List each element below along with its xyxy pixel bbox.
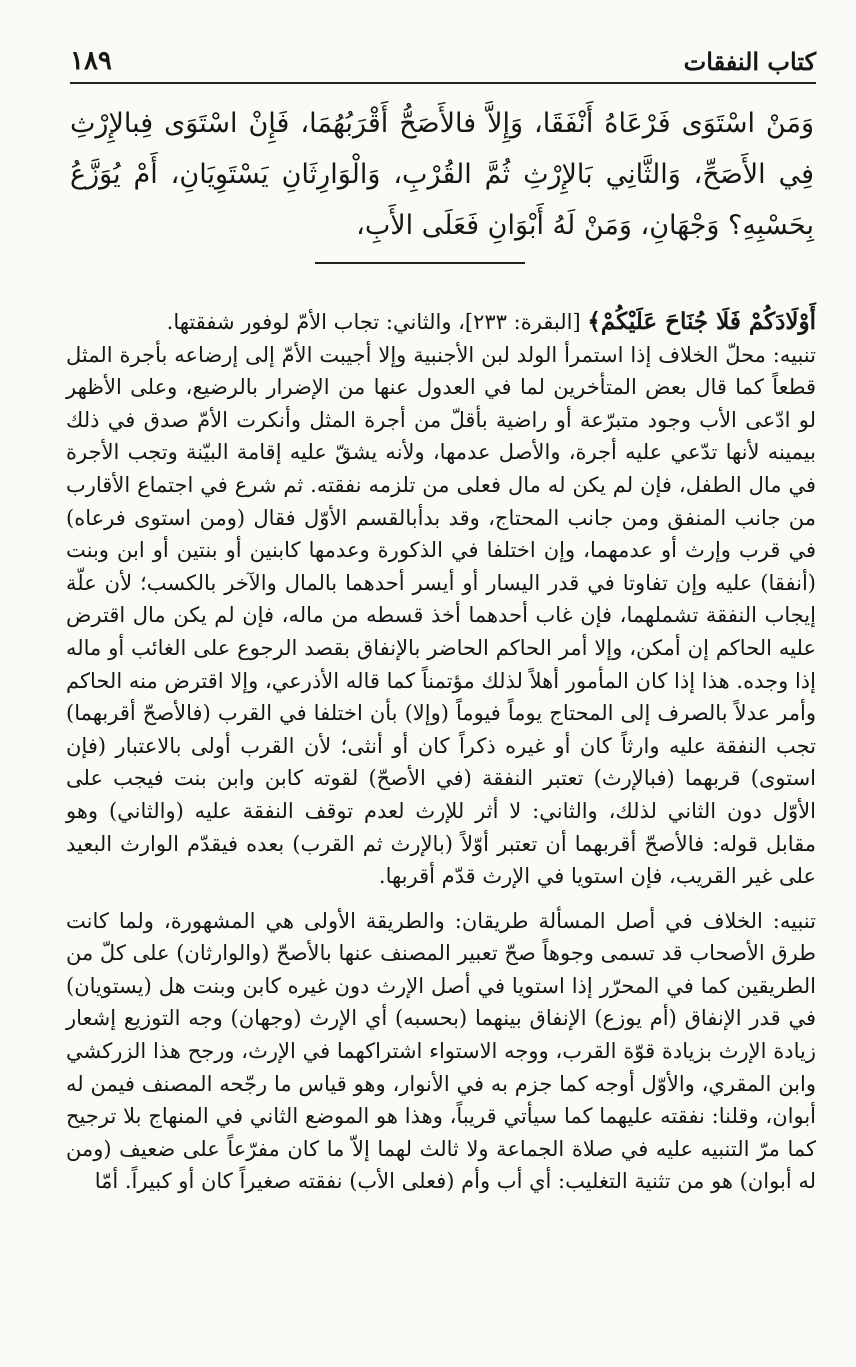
matn-text-block	[70, 98, 814, 251]
commentary-block	[66, 306, 816, 1198]
page-header	[70, 40, 816, 84]
matn-paragraph: وَمَنْ اسْتَوَى فَرْعَاهُ أَنْفَقَا، وَإِلاَّ فالأَصَحُّ أَقْرَبُهُمَا، فَإِنْ اسْتَوَى فِبالإِرْثِ فِي الأَصَحِّ، وَالثَّانِي بَالإِرْثِ ثُمَّ القُرْبِ، وَالْوَارِثَانِ يَسْتَوِيَانِ، أَمْ يُوَزَّعُ بِحَسْبِهِ؟ وَجْهَانِ، وَمَنْ لَهُ أَبْوَانِ فَعَلَى الأَبِ،	[70, 108, 814, 241]
verse-citation: [البقرة: ٢٣٣]، والثاني: تجاب الأمّ لوفور شفقتها.	[166, 310, 588, 334]
section-divider	[315, 262, 525, 264]
commentary-tanbih-2: تنبيه: الخلاف في أصل المسألة طريقان: والطريقة الأولى هي المشهورة، ولما كانت طرق الأصحاب قد تسمى وجوهاً صحّ تعبير المصنف عنها بالأصحّ (والوارثان) على كلّ من الطريقين كما في المحرّر إذا استويا في أصل الإرث دون غيره كابن وبنت هل (يستويان) في قدر الإنفاق (أم يوزع) الإنفاق بينهما (بحسبه) أي الإرث (وجهان) وجه التوزيع إشعار زيادة الإرث بزيادة قوّة القرب، ووجه الاستواء اشتراكهما في الإرث، ورجح هذا الزركشي وابن المقري، والأوّل أوجه كما جزم به في الأنوار، وهو قياس ما رجّحه المصنف فيمن له أبوان، وقلنا: نفقته عليهما كما سيأتي قريباً، وهذا هو الموضع الثاني في المنهاج بلا ترجيح كما مرّ التنبيه عليه في صلاة الجماعة ولا ثالث لهما إلاّ ما كان مفرّعاً على ضعيف (ومن له أبوان) هو من تثنية التغليب: أي أب وأم (فعلى الأب) نفقته صغيراً كان أو كبيراً. أمّا	[66, 908, 816, 1194]
quran-verse: أَوْلَادَكُمْ فَلَا جُنَاحَ عَلَيْكُمْ﴾	[587, 308, 816, 335]
commentary-tanbih-1: تنبيه: محلّ الخلاف إذا استمرأ الولد لبن الأجنبية وإلا أجيبت الأمّ إلى إرضاعه بأجرة المثل قطعاً كما قال بعض المتأخرين لما في العدول عنها من الإضرار بالرضيع، وعلى الأظهر لو ادّعى الأب وجود متبرّعة أو راضية بأقلّ من أجرة المثل وأنكرت الأمّ صدق في ذلك بيمينه لأنها تدّعي عليه أجرة، والأصل عدمها، ولأنه يشقّ عليه إقامة البيّنة وتجب الأجرة في مال الطفل، فإن لم يكن له مال فعلى من تلزمه نفقته. ثم شرع في اجتماع الأقارب من جانب المنفق ومن جانب المحتاج، وقد بدأبالقسم الأوّل فقال (ومن استوى فرعاه) في قرب وإرث أو عدمهما، وإن اختلفا في الذكورة وعدمها كابنين أو بنتين أو ابن وبنت (أنفقا) عليه وإن تفاوتا في قدر اليسار أو أيسر أحدهما بالمال والآخر بالكسب؛ لأن علّة إيجاب النفقة تشملهما، فإن غاب أحدهما أخذ قسطه من ماله، فإن لم يكن مال اقترض عليه الحاكم إن أمكن، وإلا أمر الحاكم الحاضر بالإنفاق بقصد الرجوع على الغائب أو ماله إذا وجده. هذا إذا كان المأمور أهلاً لذلك مؤتمناً كما قاله الأذرعي، وإلا اقترض منه الحاكم وأمر عدلاً بالصرف إلى المحتاج يوماً فيوماً (وإلا) بأن اختلفا في القرب (فالأصحّ أقربهما) تجب النفقة عليه وارثاً كان أو غيره ذكراً كان أو أنثى؛ لأن القرب أولى بالاعتبار (فإن استوى) قربهما (فبالإرث) تعتبر النفقة (في الأصحّ) لقوته كابن وابن بنت فيجب على الأوّل دون الثاني لذلك، والثاني: لا أثر للإرث لعدم توقف النفقة عليه (والثاني) وهو مقابل قوله: فالأصحّ أقربهما أن تعتبر أوّلاً (بالإرث ثم القرب) بعده فيقدّم الوارث البعيد على غير القريب، فإن استويا في الإرث قدّم أقربها.	[66, 342, 816, 889]
chapter-title: كتاب النفقات	[683, 46, 816, 76]
page-number: ١٨٩	[70, 46, 112, 76]
commentary-intro	[66, 306, 816, 339]
